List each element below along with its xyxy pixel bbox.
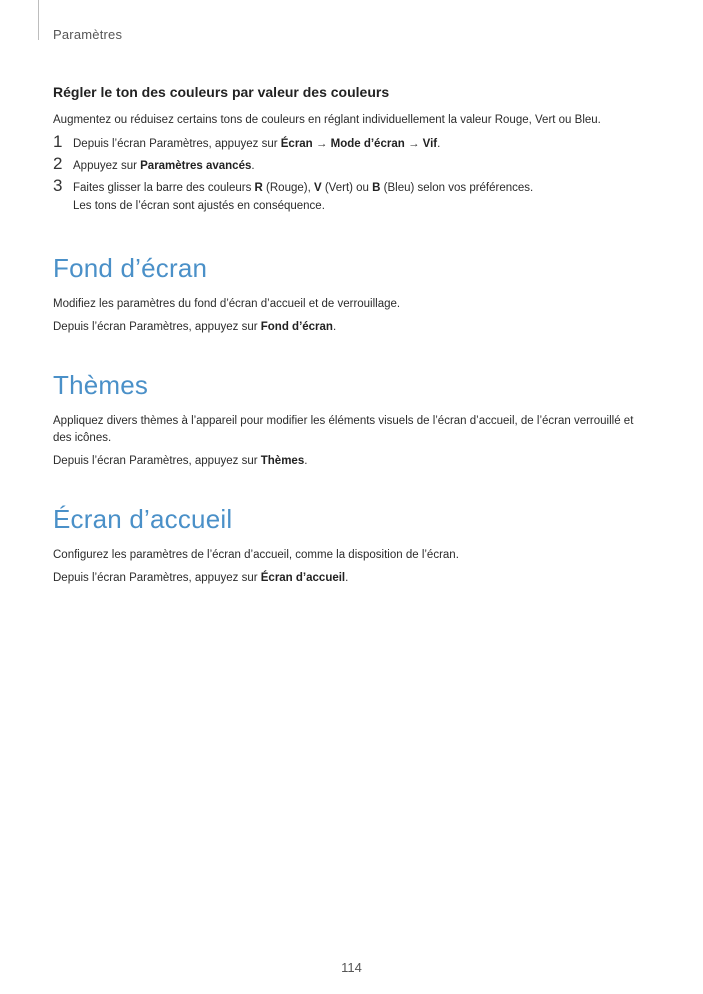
step-bold: Écran — [280, 138, 313, 150]
section-title: Thèmes — [53, 370, 149, 400]
step-2 — [53, 154, 653, 175]
section-themes — [53, 370, 653, 470]
step-number: 1 — [53, 132, 63, 151]
step-bold: Vif — [422, 138, 438, 150]
section-path — [53, 319, 653, 336]
section-path — [53, 453, 653, 470]
section-home-screen — [53, 504, 653, 587]
step-bold: R — [254, 182, 263, 194]
section-title: Fond d’écran — [53, 253, 208, 283]
step-text: (Rouge), — [262, 182, 314, 194]
tone-intro: Augmentez ou réduisez certains tons de couleurs en réglant individuellement la valeur Rouge, Vert ou Bleu. — [53, 114, 601, 126]
step-text: . — [437, 138, 441, 150]
section-path — [53, 570, 653, 587]
step-bold: Paramètres avancés — [140, 160, 252, 172]
section-desc: Modifiez les paramètres du fond d’écran d’accueil et de verrouillage. — [53, 298, 401, 310]
path-text: Depuis l’écran Paramètres, appuyez sur — [53, 572, 261, 584]
path-bold: Thèmes — [260, 455, 305, 467]
step-bold: V — [313, 182, 322, 194]
path-text: Depuis l’écran Paramètres, appuyez sur — [53, 321, 261, 333]
section-wallpaper — [53, 253, 653, 336]
arrow: → — [312, 138, 331, 150]
header-rule — [38, 0, 39, 40]
step-text: (Vert) ou — [321, 182, 373, 194]
arrow: → — [404, 138, 423, 150]
path-bold: Écran d’accueil — [260, 572, 346, 584]
page-content — [53, 84, 653, 593]
tone-steps — [53, 132, 653, 215]
step-text: Depuis l’écran Paramètres, appuyez sur — [73, 138, 281, 150]
step-note: Les tons de l’écran sont ajustés en conséquence. — [73, 200, 325, 212]
path-text: Depuis l’écran Paramètres, appuyez sur — [53, 455, 261, 467]
section-title: Écran d’accueil — [53, 504, 233, 534]
path-text: . — [304, 455, 308, 467]
step-text: Appuyez sur — [73, 160, 141, 172]
path-bold: Fond d’écran — [260, 321, 333, 333]
step-bold: B — [372, 182, 381, 194]
page-number: 114 — [341, 960, 362, 975]
path-text: . — [345, 572, 349, 584]
step-text: Faites glisser la barre des couleurs — [73, 182, 255, 194]
step-number: 2 — [53, 154, 63, 173]
step-3 — [53, 176, 653, 215]
section-desc: Appliquez divers thèmes à l’appareil pour modifier les éléments visuels de l’écran d’accueil, de l’écran verrouillé et des icônes. — [53, 415, 634, 444]
step-number: 3 — [53, 176, 63, 195]
step-1 — [53, 132, 653, 153]
step-text: . — [251, 160, 255, 172]
section-desc: Configurez les paramètres de l’écran d’accueil, comme la disposition de l’écran. — [53, 549, 459, 561]
path-text: . — [332, 321, 337, 333]
page-header-title: Paramètres — [53, 27, 123, 42]
step-text: (Bleu) selon vos préférences. — [380, 182, 534, 194]
step-bold: Mode d’écran — [330, 138, 405, 150]
tone-subtitle: Régler le ton des couleurs par valeur des couleurs — [53, 84, 390, 100]
